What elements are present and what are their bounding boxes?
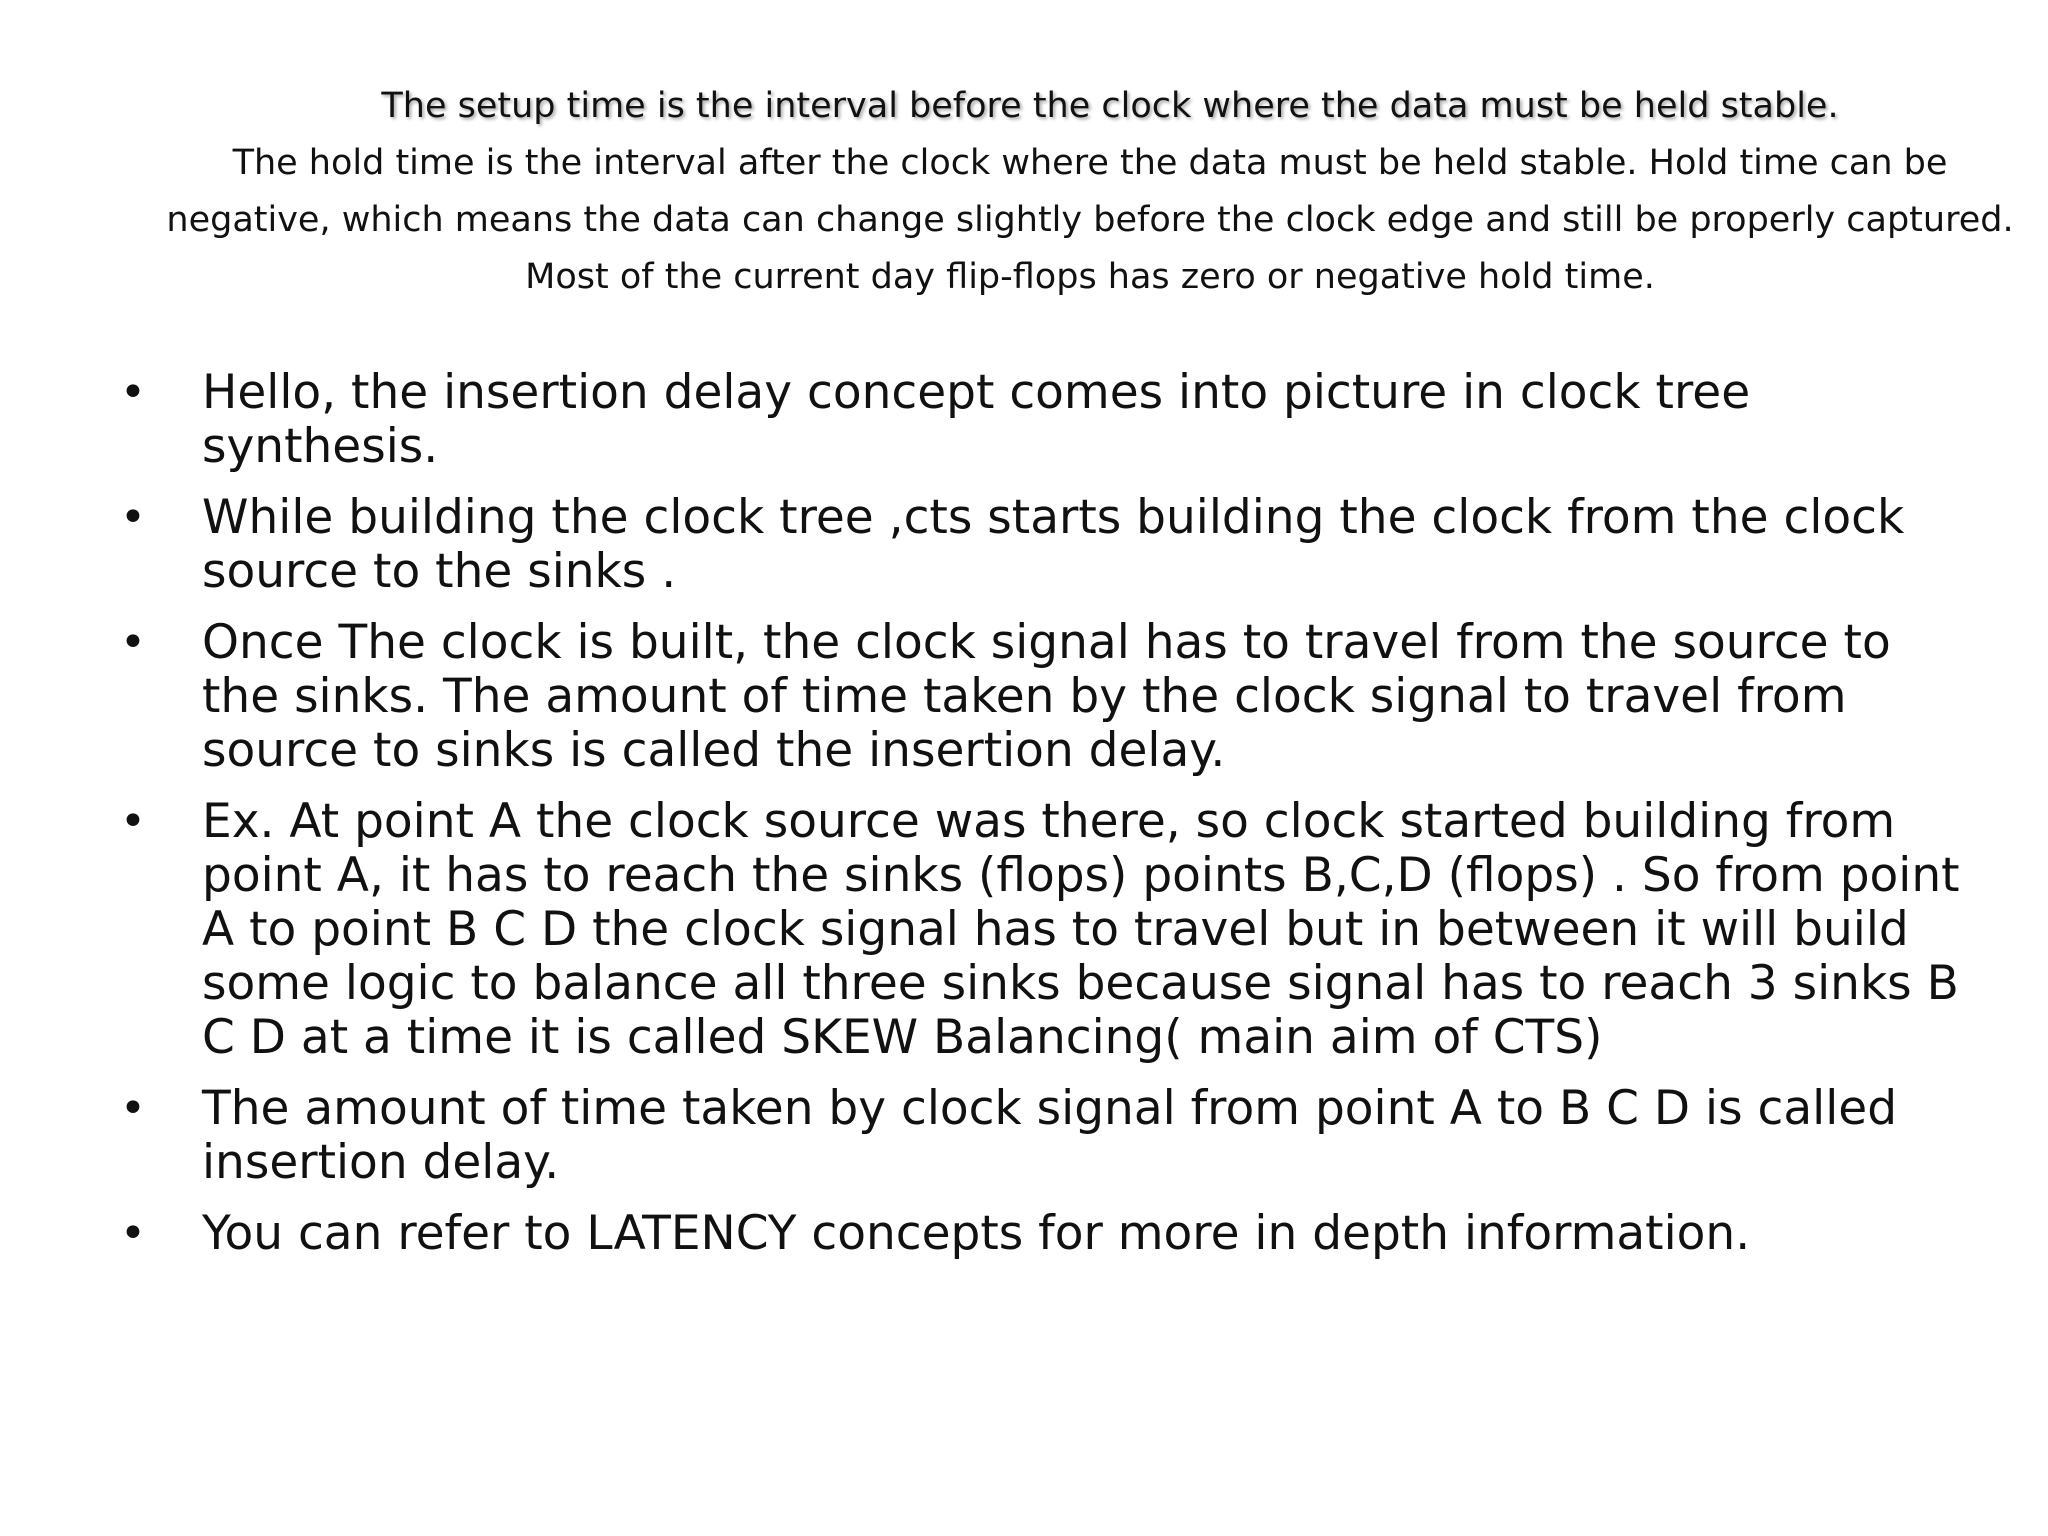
bullet-text: Ex. At point A the clock source was there, so clock started building from point A, it has to reach the sinks (flops) points B,C,D (flops) . So from point A to point B C D the clock signal has to travel but in between it will build some logic to balance all three sinks because signal has to reach 3 sinks B C D at a time it is called SKEW Balancing( main aim of CTS) xyxy=(202,794,1960,1065)
bullet-icon: • xyxy=(120,492,146,543)
bullet-text: Hello, the insertion delay concept comes into picture in clock tree synthesis. xyxy=(202,365,1751,474)
bullet-item xyxy=(120,491,1960,599)
bullet-item xyxy=(120,366,1960,474)
bullet-item xyxy=(120,616,1960,778)
bullet-item xyxy=(120,1207,1960,1261)
hold-time-text: The hold time is the interval after the clock where the data must be held stable. Hold time can be negative, which means the data can change slightly before the clock edge and still be properly captured. Most of the current day flip-flops has zero or negative hold time. xyxy=(166,143,2014,297)
bullet-text: Once The clock is built, the clock signal has to travel from the source to the sinks. The amount of time taken by the clock signal to travel from source to sinks is called the insertion delay. xyxy=(202,615,1891,778)
setup-time-text: The setup time is the interval before the clock where the data must be held stable. xyxy=(381,86,1839,126)
bullet-list xyxy=(120,366,1960,1278)
intro-text xyxy=(160,78,2020,306)
bullet-icon: • xyxy=(120,367,146,418)
bullet-icon: • xyxy=(120,617,146,668)
bullet-icon: • xyxy=(120,1208,146,1259)
bullet-text: While building the clock tree ,cts starts building the clock from the clock source to the sinks . xyxy=(202,490,1905,599)
bullet-text: The amount of time taken by clock signal from point A to B C D is called insertion delay. xyxy=(202,1081,1898,1190)
bullet-icon: • xyxy=(120,796,146,847)
bullet-icon: • xyxy=(120,1083,146,1134)
bullet-item xyxy=(120,1082,1960,1190)
bullet-text: You can refer to LATENCY concepts for more in depth information. xyxy=(202,1206,1751,1261)
bullet-item xyxy=(120,795,1960,1065)
